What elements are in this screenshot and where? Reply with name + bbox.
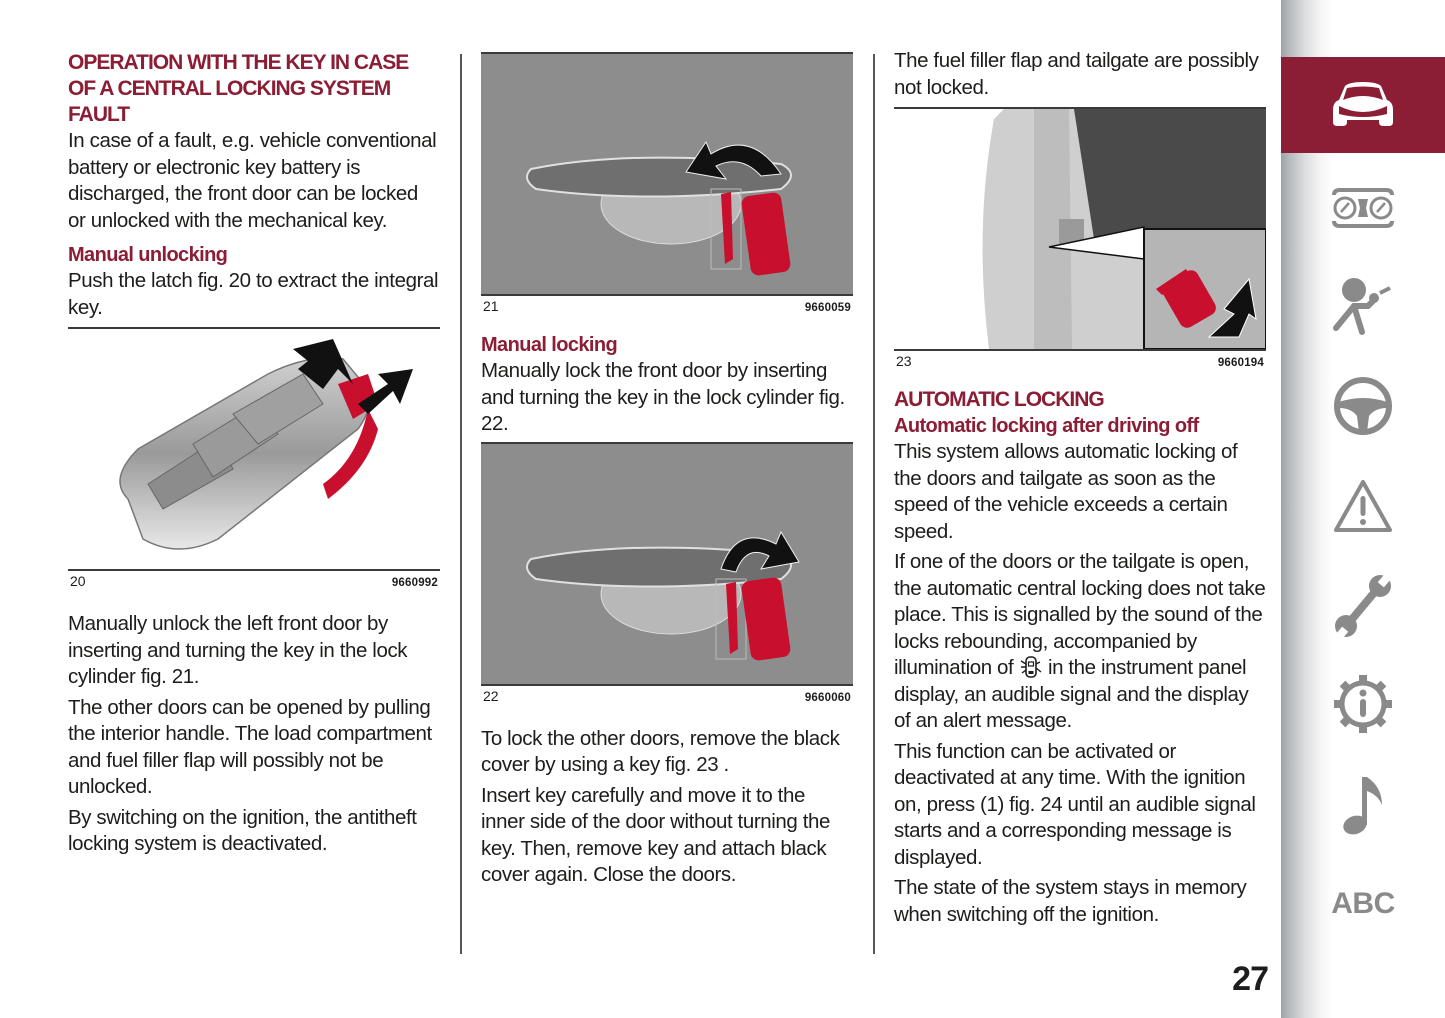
figure-image [481, 52, 853, 296]
warning-triangle-icon [1332, 478, 1394, 534]
figure-code: 9660194 [1217, 357, 1264, 369]
figure-number: 21 [483, 298, 499, 314]
sidebar-item-safety[interactable] [1281, 258, 1445, 354]
figure-20 [68, 327, 440, 589]
instrument-cluster-icon [1330, 187, 1396, 229]
figure-number: 22 [483, 687, 499, 704]
door-open-warning-icon [1019, 655, 1043, 679]
figure-image [894, 107, 1266, 351]
figure-code: 9660060 [804, 691, 851, 704]
figure-code: 9660059 [804, 302, 851, 314]
section-heading-automatic-locking: AUTOMATIC LOCKING [894, 388, 1104, 411]
page-number: 27 [1232, 960, 1268, 998]
sidebar-item-driving[interactable] [1281, 358, 1445, 454]
paragraph: This system allows automatic locking of the doors and tailgate as soon as the speed of the vehicle exceeds a certain speed. [894, 440, 1238, 543]
airbag-icon [1332, 276, 1394, 336]
sidebar-item-technical-data[interactable] [1281, 656, 1445, 752]
text: If one of the doors or the tailgate is open, the automatic central locking does not take place. This is signalled by the sound of the locks rebounding, accompanied by illumination of [894, 550, 1266, 679]
door-handle-lock-illustration [481, 444, 853, 684]
section-heading: OPERATION WITH THE KEY IN CASE OF A CENTRAL LOCKING SYSTEM FAULT [68, 51, 409, 126]
figure-22 [481, 442, 853, 704]
wrench-icon [1332, 572, 1394, 640]
gear-info-icon [1332, 673, 1394, 735]
key-fob-illustration [68, 329, 438, 569]
steering-wheel-icon [1333, 376, 1393, 436]
text: in the instrument panel display, an audible signal and the display of an alert message. [894, 656, 1249, 732]
sidebar-item-emergency[interactable] [1281, 458, 1445, 554]
intro-paragraph: In case of a fault, e.g. vehicle conventional battery or electronic key battery is discharged, the front door can be locked or unlocked with the mechanical key. [68, 129, 437, 232]
paragraph: The state of the system stays in memory when switching off the ignition. [894, 876, 1247, 926]
column-3 [894, 48, 1266, 932]
paragraph: The other doors can be opened by pulling the interior handle. The load compartment and fuel filler flap will possibly not be unlocked. [68, 695, 432, 798]
subheading-manual-locking: Manual locking [481, 334, 618, 356]
figure-23 [894, 107, 1266, 369]
column-divider [873, 54, 875, 954]
car-icon [1331, 80, 1395, 130]
door-handle-unlock-illustration [481, 54, 853, 294]
figure-image [481, 442, 853, 686]
column-divider [460, 54, 462, 954]
figure-number: 20 [70, 573, 86, 589]
figure-number: 23 [896, 353, 912, 369]
sidebar-item-index[interactable] [1281, 856, 1445, 952]
sidebar-item-maintenance[interactable] [1281, 558, 1445, 654]
subheading-manual-unlocking: Manual unlocking [68, 244, 228, 266]
music-note-icon [1338, 773, 1388, 835]
chapter-sidebar [1281, 0, 1445, 1018]
figure-image [68, 327, 440, 571]
paragraph: Manually lock the front door by inserting and turning the key in the lock cylinder fig. 22. [481, 359, 845, 435]
column-1 [68, 48, 440, 862]
paragraph: By switching on the ignition, the antitheft locking system is deactivated. [68, 805, 417, 855]
subheading-automatic-locking-after-driving-off: Automatic locking after driving off [894, 415, 1199, 437]
door-cover-illustration [894, 109, 1266, 349]
column-2 [481, 48, 853, 893]
sidebar-item-multimedia[interactable] [1281, 756, 1445, 852]
paragraph: The fuel filler flap and tailgate are possibly not locked. [894, 49, 1259, 99]
abc-index-label: ABC [1331, 887, 1395, 920]
sidebar-item-instruments[interactable] [1281, 160, 1445, 256]
figure-code: 9660992 [391, 577, 438, 589]
paragraph: Push the latch fig. 20 to extract the integral key. [68, 269, 439, 319]
paragraph: Insert key carefully and move it to the inner side of the door without turning the key. Then, remove key and attach black cover again. Close the doors. [481, 783, 831, 886]
paragraph [894, 549, 1266, 735]
paragraph: This function can be activated or deactivated at any time. With the ignition on, press (1) fig. 24 until an audible signal starts and a corresponding message is displayed. [894, 739, 1256, 869]
paragraph: Manually unlock the left front door by inserting and turning the key in the lock cylinder fig. 21. [68, 612, 408, 688]
sidebar-item-vehicle[interactable] [1281, 57, 1445, 153]
figure-21 [481, 52, 853, 314]
paragraph: To lock the other doors, remove the black cover by using a key fig. 23 . [481, 726, 840, 776]
